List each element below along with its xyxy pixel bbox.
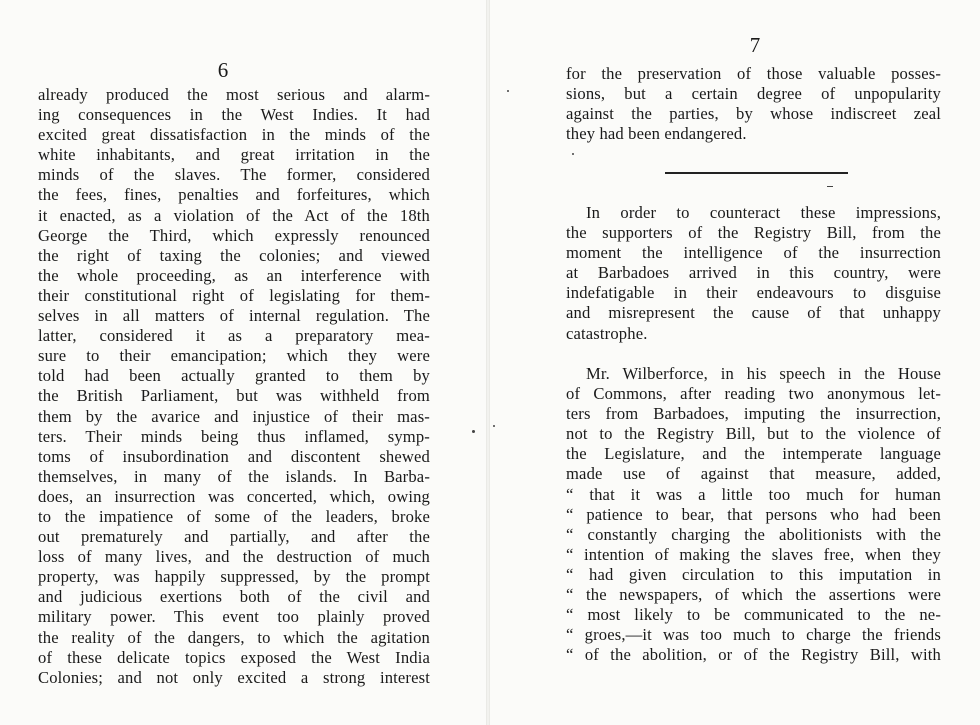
text-line: the reality of the dangers, to which the agitation — [38, 627, 430, 647]
text-line: the whole proceeding, as an interference with — [38, 265, 430, 285]
right-paragraph-2 — [566, 203, 941, 344]
text-line: minds of the slaves. The former, considered — [38, 165, 430, 185]
scan-speck — [507, 90, 509, 92]
text-line: the fees, fines, penalties and forfeitures, which — [38, 185, 430, 205]
text-line: ters. Their minds being thus inflamed, symp- — [38, 426, 430, 446]
right-paragraph-1 — [566, 64, 941, 144]
text-line: sure to their emancipation; which they were — [38, 346, 430, 366]
right-paragraph-3 — [566, 364, 941, 665]
text-line: “ intention of making the slaves free, when they — [566, 544, 941, 564]
left-page-text — [38, 85, 430, 688]
text-line: latter, considered it as a preparatory mea- — [38, 326, 430, 346]
text-line: made use of against that measure, added, — [566, 464, 941, 484]
text-line: against the parties, by whose indiscreet zeal — [566, 104, 941, 124]
text-line: the British Parliament, but was withheld from — [38, 386, 430, 406]
scan-speck — [572, 153, 574, 155]
scan-speck — [472, 430, 475, 433]
text-line: In order to counteract these impressions, — [586, 203, 941, 222]
text-line: catastrophe. — [566, 323, 648, 343]
text-line: “ constantly charging the abolitionists with the — [566, 524, 941, 544]
scan-speck — [493, 425, 495, 427]
scan-speck — [827, 186, 833, 187]
text-line: “ groes,—it was too much to charge the friends — [566, 625, 941, 645]
text-line: selves in all matters of internal regulation. The — [38, 306, 430, 326]
text-line: and judicious exertions both of the civil and — [38, 587, 430, 607]
text-line: moment the intelligence of the insurrection — [566, 243, 941, 263]
text-line: of these delicate topics exposed the West India — [38, 647, 430, 667]
text-line: and misrepresent the cause of that unhappy — [566, 303, 941, 323]
text-line: Mr. Wilberforce, in his speech in the House — [586, 364, 941, 383]
text-line: of Commons, after reading two anonymous let- — [566, 384, 941, 404]
text-line: “ most likely to be communicated to the ne- — [566, 605, 941, 625]
text-line: at Barbadoes arrived in this country, were — [566, 263, 941, 283]
text-line: does, an insurrection was concerted, which, owing — [38, 486, 430, 506]
text-line: they had been endangered. — [566, 124, 747, 144]
text-line: indefatigable in their endeavours to disguise — [566, 283, 941, 303]
text-line: already produced the most serious and alarm- — [38, 85, 430, 104]
text-line: toms of insubordination and discontent shewed — [38, 446, 430, 466]
text-line: ing consequences in the West Indies. It had — [38, 105, 430, 125]
text-line: excited great dissatisfaction in the minds of the — [38, 125, 430, 145]
text-line: the Legislature, and the intemperate language — [566, 444, 941, 464]
text-line: themselves, in many of the islands. In Barba- — [38, 466, 430, 486]
text-line: to the impatience of some of the leaders, broke — [38, 506, 430, 526]
text-line: “ patience to bear, that persons who had been — [566, 504, 941, 524]
text-line: “ of the abolition, or of the Registry Bill, with — [566, 645, 941, 665]
left-page-number: 6 — [217, 58, 229, 82]
text-line: sions, but a certain degree of unpopularity — [566, 84, 941, 104]
text-line: it enacted, as a violation of the Act of the 18th — [38, 205, 430, 225]
text-line: their constitutional right of legislating for them- — [38, 285, 430, 305]
text-line: the right of taxing the colonies; and viewed — [38, 245, 430, 265]
section-divider-rule — [665, 172, 848, 174]
right-page-number: 7 — [749, 33, 761, 57]
text-line: white inhabitants, and great irritation in the — [38, 145, 430, 165]
book-spine — [486, 0, 490, 725]
text-line: the supporters of the Registry Bill, from the — [566, 223, 941, 243]
text-line: “ had given circulation to this imputation in — [566, 564, 941, 584]
text-line: for the preservation of those valuable posses- — [566, 64, 941, 83]
text-line: told had been actually granted to them by — [38, 366, 430, 386]
text-line: Colonies; and not only excited a strong interest — [38, 667, 430, 687]
text-line: loss of many lives, and the destruction of much — [38, 547, 430, 567]
text-line: them by the avarice and injustice of their mas- — [38, 406, 430, 426]
text-line: not to the Registry Bill, but to the violence of — [566, 424, 941, 444]
text-line: property, was happily suppressed, by the prompt — [38, 567, 430, 587]
text-line: “ that it was a little too much for human — [566, 484, 941, 504]
text-line: out prematurely and partially, and after the — [38, 527, 430, 547]
text-line: George the Third, which expressly renounced — [38, 225, 430, 245]
text-line: ters from Barbadoes, imputing the insurrection, — [566, 404, 941, 424]
text-line: military power. This event too plainly proved — [38, 607, 430, 627]
text-line: “ the newspapers, of which the assertions were — [566, 585, 941, 605]
